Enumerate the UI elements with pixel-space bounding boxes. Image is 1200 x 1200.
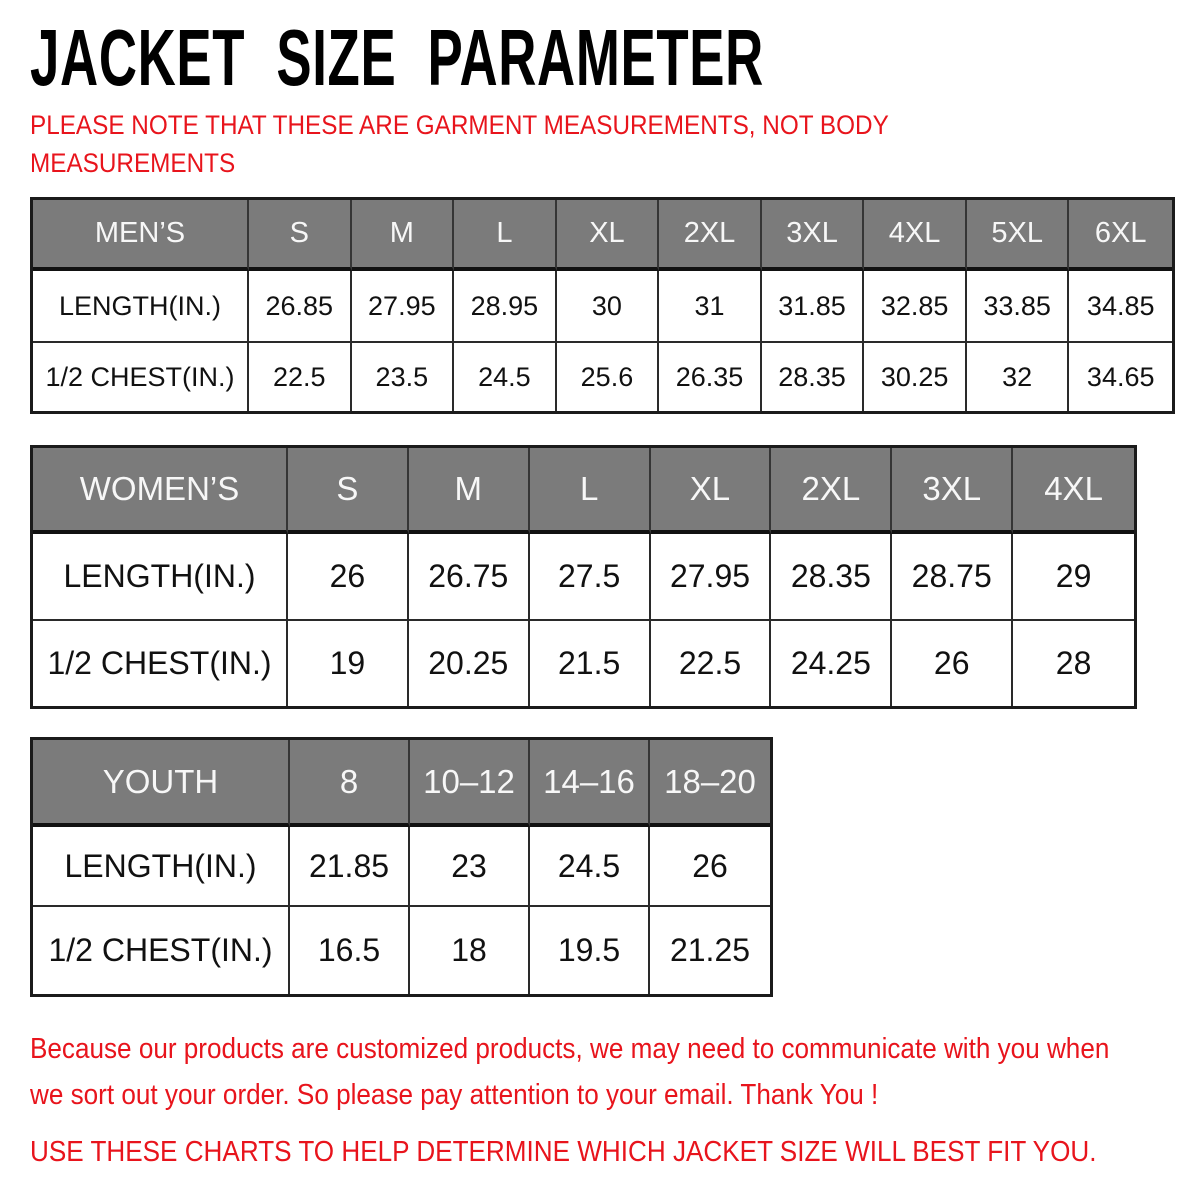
page-title-text: JACKET SIZE PARAMETER: [30, 13, 764, 102]
mens-size-value: 26.85: [249, 271, 352, 343]
womens-size-value: 28: [1013, 621, 1134, 706]
garment-measurement-note: PLEASE NOTE THAT THESE ARE GARMENT MEASUREMENTS, NOT BODY MEASUREMENTS: [30, 110, 889, 178]
womens-size-column-header: XL: [651, 448, 772, 534]
youth-size-value: 16.5: [290, 907, 410, 994]
youth-size-value: 18: [410, 907, 530, 994]
mens-size-column-header: L: [454, 200, 557, 271]
customization-notice: Because our products are customized products, we may need to communicate with you when we sort out your order. So please pay attention to your email. Thank You !: [30, 1033, 1110, 1111]
womens-row-label: LENGTH(IN.): [33, 534, 288, 621]
womens-size-column-header: 2XL: [771, 448, 892, 534]
mens-size-table: [30, 197, 1175, 414]
mens-size-value: 24.5: [454, 343, 557, 411]
womens-size-value: 28.35: [771, 534, 892, 621]
womens-size-column-header: 4XL: [1013, 448, 1134, 534]
chart-usage-caption: USE THESE CHARTS TO HELP DETERMINE WHICH JACKET SIZE WILL BEST FIT YOU.: [30, 1136, 1097, 1168]
mens-size-value: 32.85: [864, 271, 967, 343]
mens-size-value: 30: [557, 271, 660, 343]
youth-row-label: 1/2 CHEST(IN.): [33, 907, 290, 994]
page-title: [30, 13, 1142, 102]
womens-size-value: 27.95: [651, 534, 772, 621]
mens-size-value: 28.35: [762, 343, 865, 411]
youth-size-value: 26: [650, 827, 770, 907]
mens-size-value: 31.85: [762, 271, 865, 343]
youth-size-value: 19.5: [530, 907, 650, 994]
mens-size-value: 31: [659, 271, 762, 343]
mens-size-column-header: 5XL: [967, 200, 1070, 271]
womens-size-value: 27.5: [530, 534, 651, 621]
mens-size-value: 33.85: [967, 271, 1070, 343]
youth-size-value: 24.5: [530, 827, 650, 907]
womens-table-title: WOMEN’S: [33, 448, 288, 534]
mens-size-value: 22.5: [249, 343, 352, 411]
mens-row-label: 1/2 CHEST(IN.): [33, 343, 249, 411]
womens-size-value: 20.25: [409, 621, 530, 706]
womens-size-value: 19: [288, 621, 409, 706]
womens-size-column-header: M: [409, 448, 530, 534]
mens-size-value: 23.5: [352, 343, 455, 411]
womens-size-column-header: L: [530, 448, 651, 534]
womens-size-value: 28.75: [892, 534, 1013, 621]
mens-size-value: 34.65: [1069, 343, 1172, 411]
youth-size-column-header: 18–20: [650, 740, 770, 827]
mens-size-column-header: XL: [557, 200, 660, 271]
womens-row-label: 1/2 CHEST(IN.): [33, 621, 288, 706]
mens-size-value: 30.25: [864, 343, 967, 411]
mens-size-column-header: 6XL: [1069, 200, 1172, 271]
womens-size-value: 29: [1013, 534, 1134, 621]
youth-size-value: 21.85: [290, 827, 410, 907]
womens-size-value: 26: [288, 534, 409, 621]
mens-row-label: LENGTH(IN.): [33, 271, 249, 343]
mens-size-value: 32: [967, 343, 1070, 411]
womens-size-value: 22.5: [651, 621, 772, 706]
womens-size-value: 26: [892, 621, 1013, 706]
womens-size-value: 21.5: [530, 621, 651, 706]
youth-row-label: LENGTH(IN.): [33, 827, 290, 907]
youth-size-column-header: 8: [290, 740, 410, 827]
mens-size-value: 25.6: [557, 343, 660, 411]
youth-table-title: YOUTH: [33, 740, 290, 827]
mens-size-value: 34.85: [1069, 271, 1172, 343]
womens-size-column-header: 3XL: [892, 448, 1013, 534]
mens-size-column-header: 4XL: [864, 200, 967, 271]
mens-size-column-header: M: [352, 200, 455, 271]
youth-size-table: [30, 737, 773, 997]
youth-size-value: 23: [410, 827, 530, 907]
mens-size-column-header: 3XL: [762, 200, 865, 271]
mens-size-column-header: S: [249, 200, 352, 271]
youth-size-column-header: 14–16: [530, 740, 650, 827]
womens-size-value: 24.25: [771, 621, 892, 706]
mens-table-title: MEN’S: [33, 200, 249, 271]
youth-size-value: 21.25: [650, 907, 770, 994]
womens-size-value: 26.75: [409, 534, 530, 621]
mens-size-value: 28.95: [454, 271, 557, 343]
womens-size-column-header: S: [288, 448, 409, 534]
mens-size-value: 27.95: [352, 271, 455, 343]
youth-size-column-header: 10–12: [410, 740, 530, 827]
mens-size-column-header: 2XL: [659, 200, 762, 271]
mens-size-value: 26.35: [659, 343, 762, 411]
womens-size-table: [30, 445, 1137, 709]
